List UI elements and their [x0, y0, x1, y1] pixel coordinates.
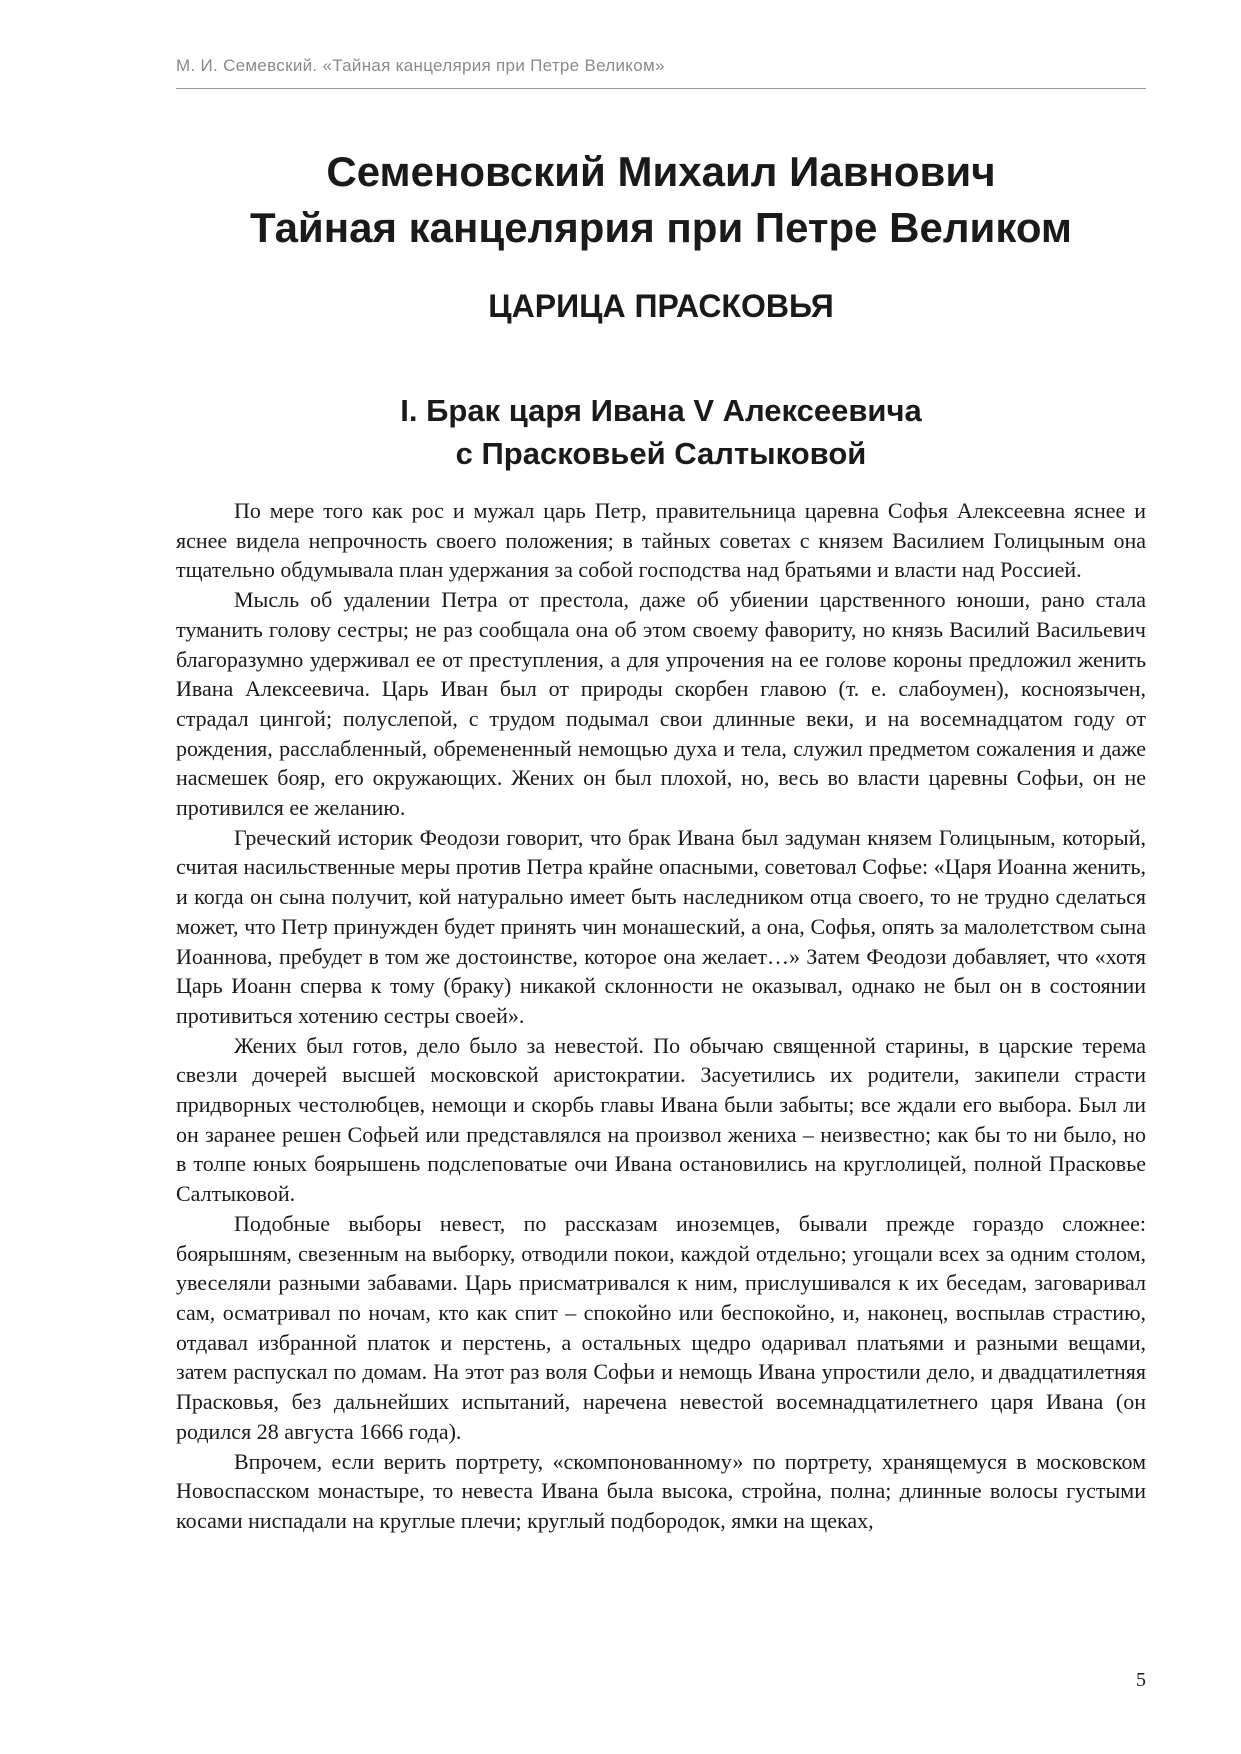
paragraph: Греческий историк Феодози говорит, что брак Ивана был задуман князем Голицыным, который, считая насильственные меры против Петра крайне опасными, советовал Софье: «Царя Иоанна женить, и когда он сына получит, кой натурально имеет быть наследником отца своего, то не трудно сделаться может, что Петр принужден будет принять чин монашеский, а она, Софья, опять за малолетством сына Иоаннова, пребудет в том же достоинстве, которое она желает…» Затем Феодози добавляет, что «хотя Царь Иоанн сперва к тому (браку) никакой склонности не оказывал, однако не был он в состоянии противиться хотению сестры своей». — [176, 824, 1146, 1028]
body-text — [176, 496, 1146, 1536]
paragraph: Жених был готов, дело было за невестой. По обычаю священной старины, в царские терема свезли дочерей высшей московской аристократии. Засуетились их родители, закипели страсти придворных честолюбцев, немощи и скорбь главы Ивана были забыты; все ждали его выбора. Был ли он заранее решен Софьей или представлялся на произвол жениха – неизвестно; как бы то ни было, но в толпе юных боярышень подслеповатые очи Ивана остановились на круглолицей, полной Прасковье Салтыковой. — [176, 1032, 1146, 1207]
page-title-line-1 — [176, 144, 1146, 200]
title-author: Семеновский Михаил Иавнович — [326, 148, 996, 195]
paragraph: Подобные выборы невест, по рассказам иноземцев, бывали прежде гораздо сложнее: боярышням, свезенным на выборку, отводили покои, каждой отдельно; угощали всех за одним столом, увеселяли разными забавами. Царь присматривался к ним, прислушивался к их беседам, заговаривал сам, осматривал по ночам, кто как спит – спокойно или беспокойно, и, наконец, воспылав страстию, отдавал избранной платок и перстень, а остальных щедро одаривал платьями и разными вещами, затем распускал по домам. На этот раз воля Софьи и немощь Ивана упростили дело, и двадцатилетняя Прасковья, без дальнейших испытаний, наречена невестой восемнадцатилетнего царя Ивана (он родился 28 августа 1666 года). — [176, 1210, 1146, 1444]
page-title-line-2 — [176, 200, 1146, 256]
paragraph: По мере того как рос и мужал царь Петр, правительница царевна Софья Алексеевна яснее и яснее видела непрочность своего положения; в тайных советах с князем Василием Голицыным она тщательно обдумывала план удержания за собой господства над братьями и власти над Россией. — [176, 498, 1146, 583]
paragraph: Впрочем, если верить портрету, «скомпонованному» по портрету, хранящемуся в московском Новоспасском монастыре, то невеста Ивана была высока, стройна, полна; длинные волосы густыми косами ниспадали на круглые плечи; круглый подбородок, ямки на щеках, — [176, 1448, 1146, 1533]
header-divider — [176, 88, 1146, 89]
title-book: Тайная канцелярия при Петре Великом — [249, 204, 1073, 251]
page-number: 5 — [1136, 1669, 1146, 1691]
running-header: М. И. Семевский. «Тайная канцелярия при Петре Великом» — [176, 56, 665, 75]
chapter-title-line-2: с Прасковьей Салтыковой — [455, 436, 867, 471]
chapter-title-line-1: I. Брак царя Ивана V Алексеевича — [400, 393, 922, 428]
paragraph: Мысль об удалении Петра от престола, даже об убиении царственного юноши, рано стала туманить голову сестры; не раз сообщала она об этом своему фавориту, но князь Василий Васильевич благоразумно удерживал ее от преступления, а для упрочения на ее голове короны предложил женить Ивана Алексеевича. Царь Иван был от природы скорбен главою (т. е. слабоумен), косноязычен, страдал цингой; полуслепой, с трудом подымал свои длинные веки, и на восемнадцатом году от рождения, расслабленный, обремененный немощью духа и тела, служил предметом сожаления и даже насмешек бояр, его окружающих. Жених он был плохой, но, весь во власти царевны Софьи, он не противился ее желанию. — [176, 587, 1146, 821]
section-title: ЦАРИЦА ПРАСКОВЬЯ — [488, 288, 834, 324]
